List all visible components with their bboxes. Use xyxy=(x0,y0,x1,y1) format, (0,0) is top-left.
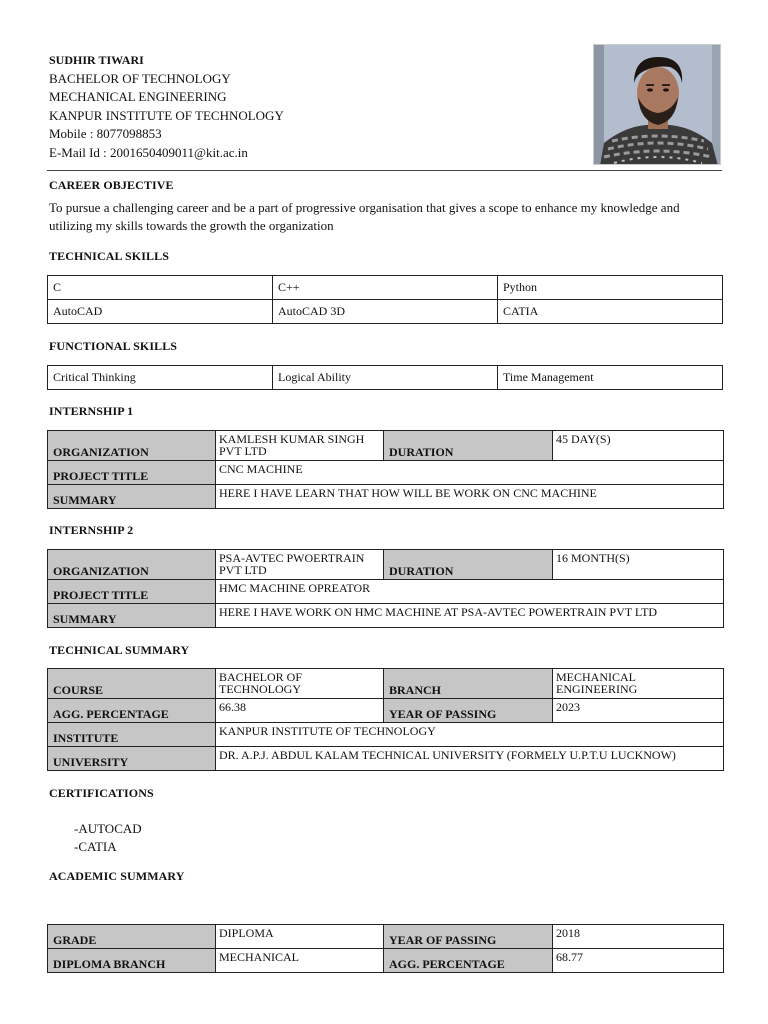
functional-skills-heading: FUNCTIONAL SKILLS xyxy=(49,339,178,353)
academic-summary-table xyxy=(47,924,724,973)
organization-label: ORGANIZATION xyxy=(48,431,216,461)
table-row xyxy=(48,461,724,485)
agg-percentage-value: 66.38 xyxy=(216,699,384,723)
college-line: KANPUR INSTITUTE OF TECHNOLOGY xyxy=(49,107,284,123)
skill-cell: CATIA xyxy=(498,300,723,324)
certification-item: -CATIA xyxy=(74,839,117,854)
institute-value: KANPUR INSTITUTE OF TECHNOLOGY xyxy=(216,723,724,747)
duration-value: 16 MONTH(S) xyxy=(553,550,724,580)
project-title-label: PROJECT TITLE xyxy=(48,580,216,604)
summary-label: SUMMARY xyxy=(48,485,216,509)
diploma-branch-label: DIPLOMA BRANCH xyxy=(48,949,216,973)
table-row xyxy=(48,949,724,973)
duration-label: DURATION xyxy=(384,431,553,461)
header-block xyxy=(49,51,284,162)
university-label: UNIVERSITY xyxy=(48,747,216,771)
skill-cell: AutoCAD xyxy=(48,300,273,324)
person-photo-icon xyxy=(594,45,721,165)
summary-value: HERE I HAVE LEARN THAT HOW WILL BE WORK ON CNC MACHINE xyxy=(216,485,724,509)
project-title-value: CNC MACHINE xyxy=(216,461,724,485)
table-row xyxy=(48,925,724,949)
course-value: BACHELOR OF TECHNOLOGY xyxy=(216,669,384,699)
career-objective-text-1: To pursue a challenging career and be a part of progressive organisation that gives a scope to enhance my knowledge and xyxy=(49,200,680,215)
university-value: DR. A.P.J. ABDUL KALAM TECHNICAL UNIVERSITY (FORMELY U.P.T.U LUCKNOW) xyxy=(216,747,724,771)
table-row xyxy=(48,723,724,747)
table-row xyxy=(48,300,723,324)
table-row xyxy=(48,431,724,461)
mobile-line: Mobile : 8077098853 xyxy=(49,126,162,141)
table-row xyxy=(48,276,723,300)
project-title-value: HMC MACHINE OPREATOR xyxy=(216,580,724,604)
branch-label: BRANCH xyxy=(384,669,553,699)
skill-cell: C++ xyxy=(273,276,498,300)
branch-value: MECHANICAL ENGINEERING xyxy=(553,669,724,699)
internship2-heading: INTERNSHIP 2 xyxy=(49,523,134,537)
branch-line: MECHANICAL ENGINEERING xyxy=(49,89,227,104)
grade-value: DIPLOMA xyxy=(216,925,384,949)
duration-label: DURATION xyxy=(384,550,553,580)
certification-item: -AUTOCAD xyxy=(74,821,142,836)
summary-value: HERE I HAVE WORK ON HMC MACHINE AT PSA-AVTEC POWERTRAIN PVT LTD xyxy=(216,604,724,628)
degree-line: BACHELOR OF TECHNOLOGY xyxy=(49,70,231,86)
year-of-passing-label: YEAR OF PASSING xyxy=(384,925,553,949)
table-row xyxy=(48,699,724,723)
agg-percentage-label: AGG. PERCENTAGE xyxy=(384,949,553,973)
table-row xyxy=(48,604,724,628)
functional-skills-table xyxy=(47,365,723,390)
table-row xyxy=(48,669,724,699)
profile-photo xyxy=(593,44,721,165)
technical-summary-heading: TECHNICAL SUMMARY xyxy=(49,643,190,657)
table-row xyxy=(48,550,724,580)
skill-cell: Critical Thinking xyxy=(48,366,273,390)
summary-label: SUMMARY xyxy=(48,604,216,628)
organization-value: KAMLESH KUMAR SINGH PVT LTD xyxy=(216,431,384,461)
year-of-passing-label: YEAR OF PASSING xyxy=(384,699,553,723)
grade-label: GRADE xyxy=(48,925,216,949)
duration-value: 45 DAY(S) xyxy=(553,431,724,461)
course-label: COURSE xyxy=(48,669,216,699)
table-row xyxy=(48,485,724,509)
agg-percentage-label: AGG. PERCENTAGE xyxy=(48,699,216,723)
technical-skills-heading: TECHNICAL SKILLS xyxy=(49,249,169,263)
candidate-name: SUDHIR TIWARI xyxy=(49,53,144,67)
internship2-table xyxy=(47,549,724,628)
skill-cell: Logical Ability xyxy=(273,366,498,390)
career-objective-text-2: utilizing my skills towards the growth the organization xyxy=(49,218,334,233)
year-of-passing-value: 2018 xyxy=(553,925,724,949)
header-divider xyxy=(47,170,722,171)
technical-summary-table xyxy=(47,668,724,771)
internship1-table xyxy=(47,430,724,509)
project-title-label: PROJECT TITLE xyxy=(48,461,216,485)
academic-summary-heading: ACADEMIC SUMMARY xyxy=(49,869,185,883)
table-row xyxy=(48,580,724,604)
internship1-heading: INTERNSHIP 1 xyxy=(49,404,134,418)
skill-cell: Time Management xyxy=(498,366,723,390)
skill-cell: Python xyxy=(498,276,723,300)
table-row xyxy=(48,366,723,390)
organization-label: ORGANIZATION xyxy=(48,550,216,580)
diploma-branch-value: MECHANICAL xyxy=(216,949,384,973)
skill-cell: C xyxy=(48,276,273,300)
technical-skills-table xyxy=(47,275,723,324)
agg-percentage-value: 68.77 xyxy=(553,949,724,973)
year-of-passing-value: 2023 xyxy=(553,699,724,723)
table-row xyxy=(48,747,724,771)
organization-value: PSA-AVTEC PWOERTRAIN PVT LTD xyxy=(216,550,384,580)
institute-label: INSTITUTE xyxy=(48,723,216,747)
certifications-heading: CERTIFICATIONS xyxy=(49,786,154,800)
career-objective-heading: CAREER OBJECTIVE xyxy=(49,178,174,192)
skill-cell: AutoCAD 3D xyxy=(273,300,498,324)
email-line: E-Mail Id : 2001650409011@kit.ac.in xyxy=(49,144,248,160)
